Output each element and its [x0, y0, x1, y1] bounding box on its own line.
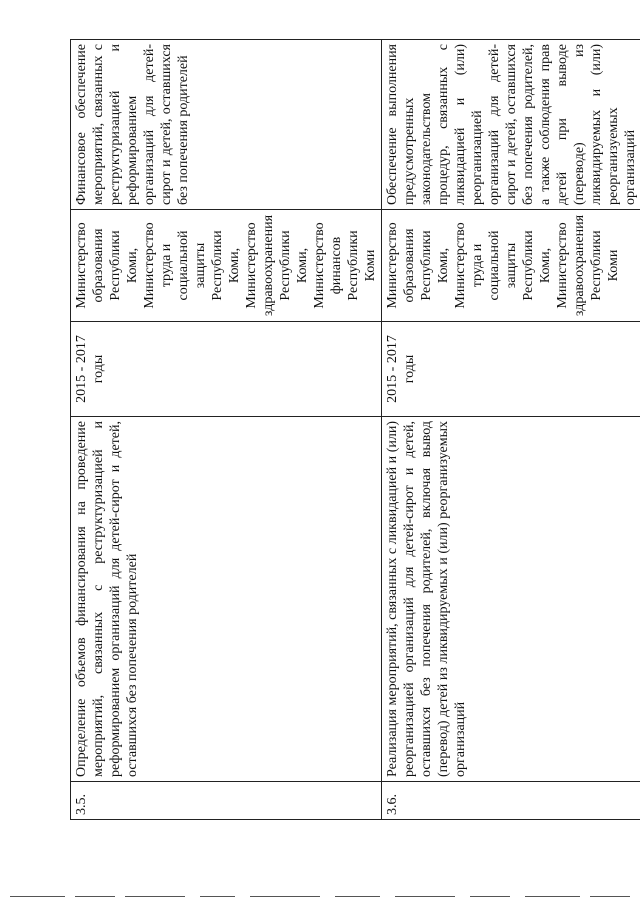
row-number: 3.5.: [71, 782, 382, 820]
measure-executors: Министерство образования Республики Коми, Министерство труда и социальной защиты Республики Коми, Министерство здравоохранения Республики Коми: [382, 210, 640, 322]
measure-name: Определение объемов финансирования на проведение мероприятий, связанных с реструктуризацией и реформированием организаций для детей-сирот и детей, оставшихся без попечения родителей: [71, 417, 382, 782]
row-number: 3.6.: [382, 782, 640, 820]
measure-term: 2015 - 2017 годы: [382, 322, 640, 417]
table-row: [71, 40, 382, 820]
measure-name: Реализация мероприятий, связанных с ликвидацией и (или) реорганизацией организаций для детей-сирот и детей, оставшихся без попечения родителей, включая вывод (перевод) детей из ликвидируемых и (или) реорганизуемых организаций: [382, 417, 640, 782]
measure-result: Обеспечение выполнения предусмотренных законодательством процедур, связанных с ликвидацией и (или) реорганизацией организаций для детей-сирот и детей, оставшихся без попечения родителей, а также соблюдения прав детей при выводе (переводе) из ликвидируемых и (или) реорганизуемых организаций: [382, 40, 640, 210]
measure-result: Финансовое обеспечение мероприятий, связанных с реструктуризацией и реформированием организаций для детей-сирот и детей, оставшихся без попечения родителей: [71, 40, 382, 210]
measure-executors: Министерство образования Республики Коми, Министерство труда и социальной защиты Республики Коми, Министерство здравоохранения Республики Коми, Министерство финансов Республики Коми: [71, 210, 382, 322]
rotated-page: [70, 40, 638, 820]
measure-term: 2015 - 2017 годы: [71, 322, 382, 417]
table-row: [382, 40, 640, 820]
measures-table: [70, 39, 640, 820]
scan-edge-line: [0, 896, 640, 898]
